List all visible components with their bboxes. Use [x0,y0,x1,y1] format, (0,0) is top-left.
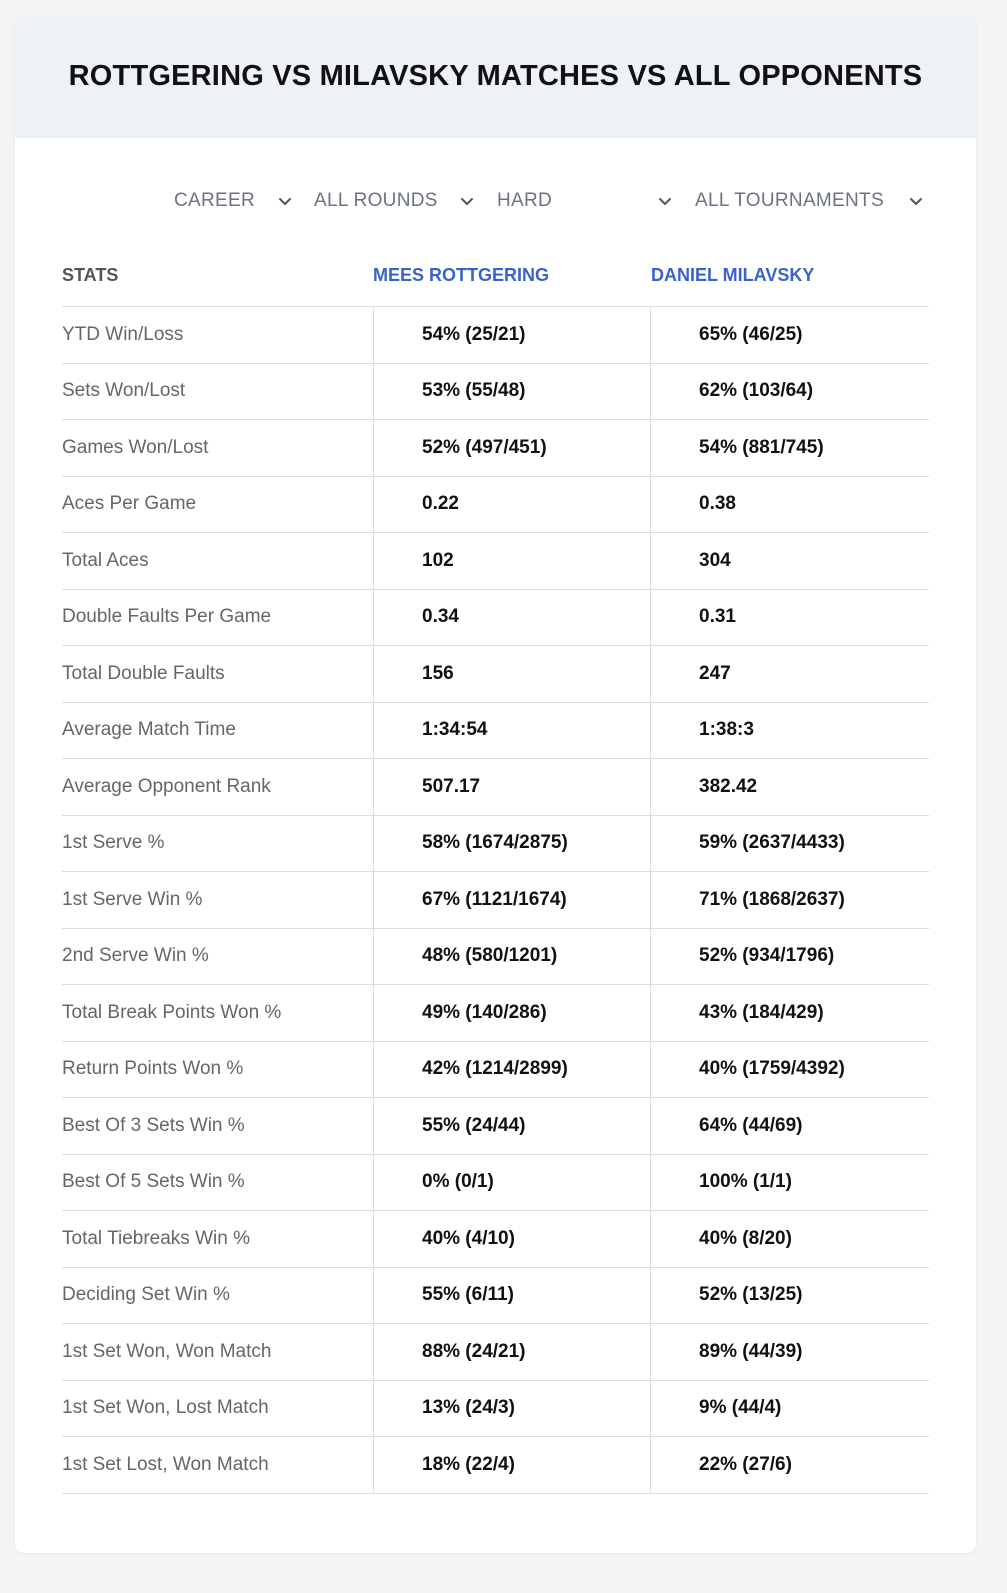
filter-surface-label: HARD [497,190,553,211]
chevron-down-icon [277,193,293,209]
player1-value: 67% (1121/1674) [373,872,650,928]
player2-value: 52% (934/1796) [650,929,929,985]
stats-table-body [62,307,929,1494]
table-row [62,1098,929,1155]
player1-value: 49% (140/286) [373,985,650,1041]
player2-value: 59% (2637/4433) [650,816,929,872]
table-row [62,872,929,929]
player1-value: 48% (580/1201) [373,929,650,985]
player2-value: 71% (1868/2637) [650,872,929,928]
player1-value: 1:34:54 [373,703,650,759]
filter-period-select[interactable] [174,185,294,217]
player2-value: 89% (44/39) [650,1324,929,1380]
stats-card [15,15,976,1553]
table-row [62,1211,929,1268]
player1-value: 52% (497/451) [373,420,650,476]
stat-label: Total Aces [62,549,149,571]
player1-value: 0.34 [373,590,650,646]
column-header-stats: STATS [62,265,119,285]
table-row [62,759,929,816]
player2-value: 40% (8/20) [650,1211,929,1267]
player2-value: 0.31 [650,590,929,646]
stat-label: 2nd Serve Win % [62,945,209,967]
table-row [62,985,929,1042]
stat-label: Games Won/Lost [62,436,209,458]
player2-value: 9% (44/4) [650,1381,929,1437]
player2-value: 0.38 [650,477,929,533]
table-header [62,249,929,305]
player2-value: 100% (1/1) [650,1155,929,1211]
player1-value: 18% (22/4) [373,1437,650,1493]
player1-value: 42% (1214/2899) [373,1042,650,1098]
stat-label: Total Double Faults [62,662,225,684]
player1-value: 55% (24/44) [373,1098,650,1154]
table-row [62,364,929,421]
player2-value: 247 [650,646,929,702]
column-header-player2[interactable]: DANIEL MILAVSKY [651,265,815,285]
player2-value: 40% (1759/4392) [650,1042,929,1098]
chevron-down-icon [908,193,924,209]
filter-round-label: ALL ROUNDS [314,190,438,211]
filter-tournament-label: ALL TOURNAMENTS [695,190,884,211]
player2-value: 64% (44/69) [650,1098,929,1154]
player2-value: 54% (881/745) [650,420,929,476]
filter-period-label: CAREER [174,190,255,211]
filter-tournament-select[interactable] [695,185,925,217]
player1-value: 0.22 [373,477,650,533]
table-row [62,1324,929,1381]
table-row [62,703,929,760]
player2-value: 1:38:3 [650,703,929,759]
table-row [62,1155,929,1212]
stat-label: 1st Set Lost, Won Match [62,1453,269,1475]
table-row [62,477,929,534]
player1-value: 13% (24/3) [373,1381,650,1437]
table-row [62,420,929,477]
stat-label: Deciding Set Win % [62,1284,230,1306]
stat-label: Double Faults Per Game [62,606,272,628]
stat-label: 1st Set Won, Lost Match [62,1397,269,1419]
stat-label: Best Of 5 Sets Win % [62,1171,245,1193]
table-row [62,590,929,647]
page-title: ROTTGERING VS MILAVSKY MATCHES VS ALL OPPONENTS [68,60,923,92]
stat-label: Total Break Points Won % [62,1001,282,1023]
filter-bar [15,185,976,217]
player2-value: 52% (13/25) [650,1268,929,1324]
filter-surface-select[interactable] [497,185,674,217]
stat-label: 1st Set Won, Won Match [62,1340,272,1362]
table-row [62,307,929,364]
stat-label: Return Points Won % [62,1058,244,1080]
stat-label: YTD Win/Loss [62,323,184,345]
player1-value: 88% (24/21) [373,1324,650,1380]
stat-label: Average Opponent Rank [62,775,271,797]
table-row [62,533,929,590]
player2-value: 65% (46/25) [650,307,929,363]
chevron-down-icon [459,193,475,209]
stat-label: Best Of 3 Sets Win % [62,1114,245,1136]
stat-label: Total Tiebreaks Win % [62,1227,250,1249]
player1-value: 102 [373,533,650,589]
player1-value: 507.17 [373,759,650,815]
player2-value: 304 [650,533,929,589]
player1-value: 54% (25/21) [373,307,650,363]
player1-value: 55% (6/11) [373,1268,650,1324]
stat-label: Sets Won/Lost [62,380,186,402]
player2-value: 22% (27/6) [650,1437,929,1493]
table-row [62,929,929,986]
player1-value: 58% (1674/2875) [373,816,650,872]
chevron-down-icon [657,193,673,209]
table-row [62,1268,929,1325]
player1-value: 156 [373,646,650,702]
card-header [15,15,976,138]
stat-label: 1st Serve Win % [62,888,203,910]
table-row [62,1042,929,1099]
stat-label: 1st Serve % [62,832,165,854]
player1-value: 0% (0/1) [373,1155,650,1211]
player2-value: 62% (103/64) [650,364,929,420]
player2-value: 43% (184/429) [650,985,929,1041]
filter-round-select[interactable] [314,185,476,217]
player1-value: 53% (55/48) [373,364,650,420]
stat-label: Aces Per Game [62,493,197,515]
table-row [62,816,929,873]
player1-value: 40% (4/10) [373,1211,650,1267]
stat-label: Average Match Time [62,719,236,741]
column-header-player1[interactable]: MEES ROTTGERING [373,265,550,285]
table-row [62,1437,929,1494]
table-row [62,646,929,703]
table-row [62,1381,929,1438]
player2-value: 382.42 [650,759,929,815]
